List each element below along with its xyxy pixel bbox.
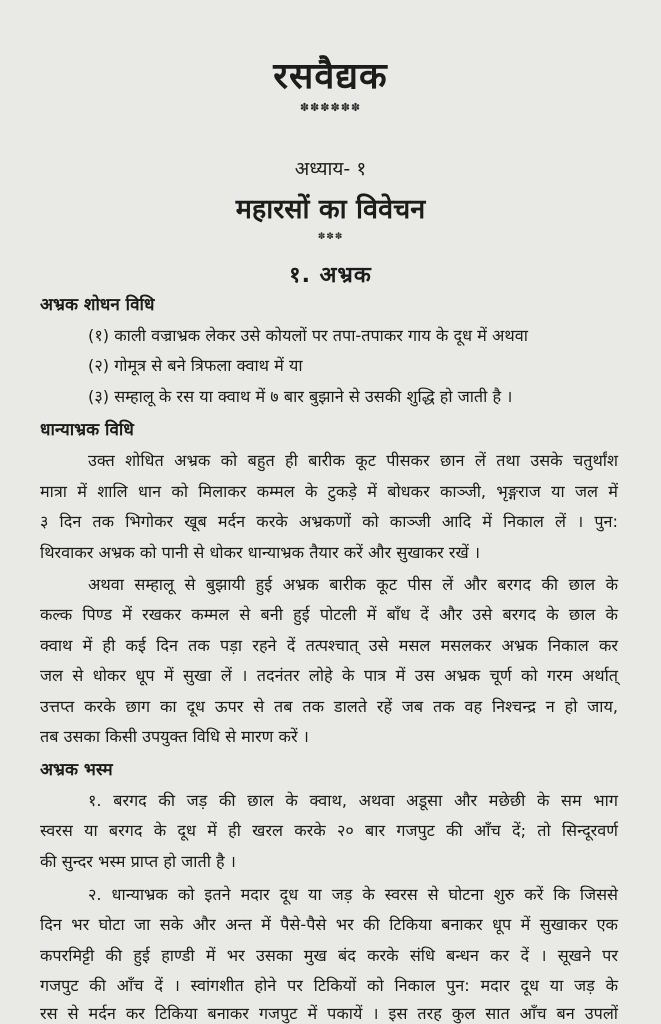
shodhan-item: (१) काली वज्राभ्रक लेकर उसे कोयलों पर तपा-तपाकर गाय के दूध में अथवा <box>88 326 528 345</box>
shodhan-item: (२) गोमूत्र से बने त्रिफला क्वाथ में या <box>88 356 303 375</box>
paragraph-line: थिरवाकर अभ्रक को पानी से धोकर धान्याभ्रक तैयार करें और सुखाकर रखें । <box>40 543 481 562</box>
paragraph-line: क्वाथ में ही कई दिन तक पड़ा रहने दें तत्पश्चात् उसे मसल मसलकर अभ्रक निकाल कर <box>40 636 618 655</box>
section-title: १. अभ्रक <box>289 263 372 288</box>
paragraph-line: गजपुट की आँच दें । स्वांगशीत होने पर टिकियों को निकाल पुन: मदार दूध या जड़ के <box>40 976 618 995</box>
paragraph-line: २. धान्याभ्रक को इतने मदार दूध या जड़ के स्वरस से घोटना शुरु करें कि जिससे <box>88 885 618 904</box>
paragraph-line: कल्क पिण्ड में रखकर कम्मल से बनी हुई पोटली में बाँध दें और उसे बरगद के छाल के <box>40 605 618 624</box>
paragraph-line: तब उसका किसी उपयुक्त विधि से मारण करें । <box>40 727 309 746</box>
paragraph-line: १. बरगद की जड़ की छाल के क्वाथ, अथवा अडूसा और मछेछी के सम भाग <box>88 791 618 810</box>
paragraph-line: की सुन्दर भस्म प्राप्त हो जाती है । <box>40 852 236 871</box>
bhasma-heading: अभ्रक भस्म <box>40 760 113 780</box>
paragraph-line: स्वरस या बरगद के दूध में ही खरल करके २० बार गजपुट की आँच दें; तो सिन्दूरवर्ण <box>40 821 618 840</box>
paragraph-line: अथवा सम्हालू से बुझायी हुई अभ्रक बारीक कूट पीस लें और बरगद की छाल के <box>88 575 618 594</box>
paragraph-line: दिन भर घोटा जा सके और अन्त में पैसे-पैसे भर की टिकिया बनाकर धूप में सुखाकर एक <box>40 915 618 934</box>
paragraph-line: ३ दिन तक भिगोकर खूब मर्दन करके अभ्रकणों को काञ्जी आदि में निकाल लें । पुन: <box>40 512 618 531</box>
shodhan-item: (३) सम्हालू के रस या क्वाथ में ७ बार बुझाने से उसकी शुद्धि हो जाती है । <box>88 387 513 406</box>
book-title: रसवैद्यक <box>273 56 388 97</box>
shodhan-heading: अभ्रक शोधन विधि <box>40 295 155 315</box>
chapter-number: अध्याय- १ <box>294 158 367 180</box>
chapter-ornament: ✽✽✽ <box>317 232 344 242</box>
dhanyabhrak-heading: धान्याभ्रक विधि <box>40 420 134 440</box>
title-ornament: ✽✽✽✽✽✽ <box>299 101 362 114</box>
paragraph-line: मात्रा में शालि धान को मिलाकर कम्मल के टुकड़े में बोधकर काञ्जी, भृङ्गराज या जल में <box>40 482 618 501</box>
paragraph-line: कपरमिट्टी की हुई हाण्डी में भर उसका मुख बंद करके संधि बन्धन कर दें । सूखने पर <box>40 946 618 965</box>
paragraph-line: उक्त शोधित अभ्रक को बहुत ही बारीक कूट पीसकर छान लें तथा उसके चतुर्थांश <box>88 451 618 470</box>
paragraph-line: रस से मर्दन कर टिकिया बनाकर गजपुट में पकायें । इस तरह कुल सात आँच बन उपलों <box>40 1004 618 1023</box>
paragraph-line: उत्तप्त करके छाग का दूध ऊपर से तब तक डालते रहें जब तक वह निश्चन्द्र न हो जाय, <box>40 697 618 716</box>
paragraph-line: जल से धोकर धूप में सुखा लें । तदनंतर लोहे के पात्र में उस अभ्रक चूर्ण को गरम अर्थात् <box>40 666 618 685</box>
chapter-title: महारसों का विवेचन <box>235 194 426 225</box>
